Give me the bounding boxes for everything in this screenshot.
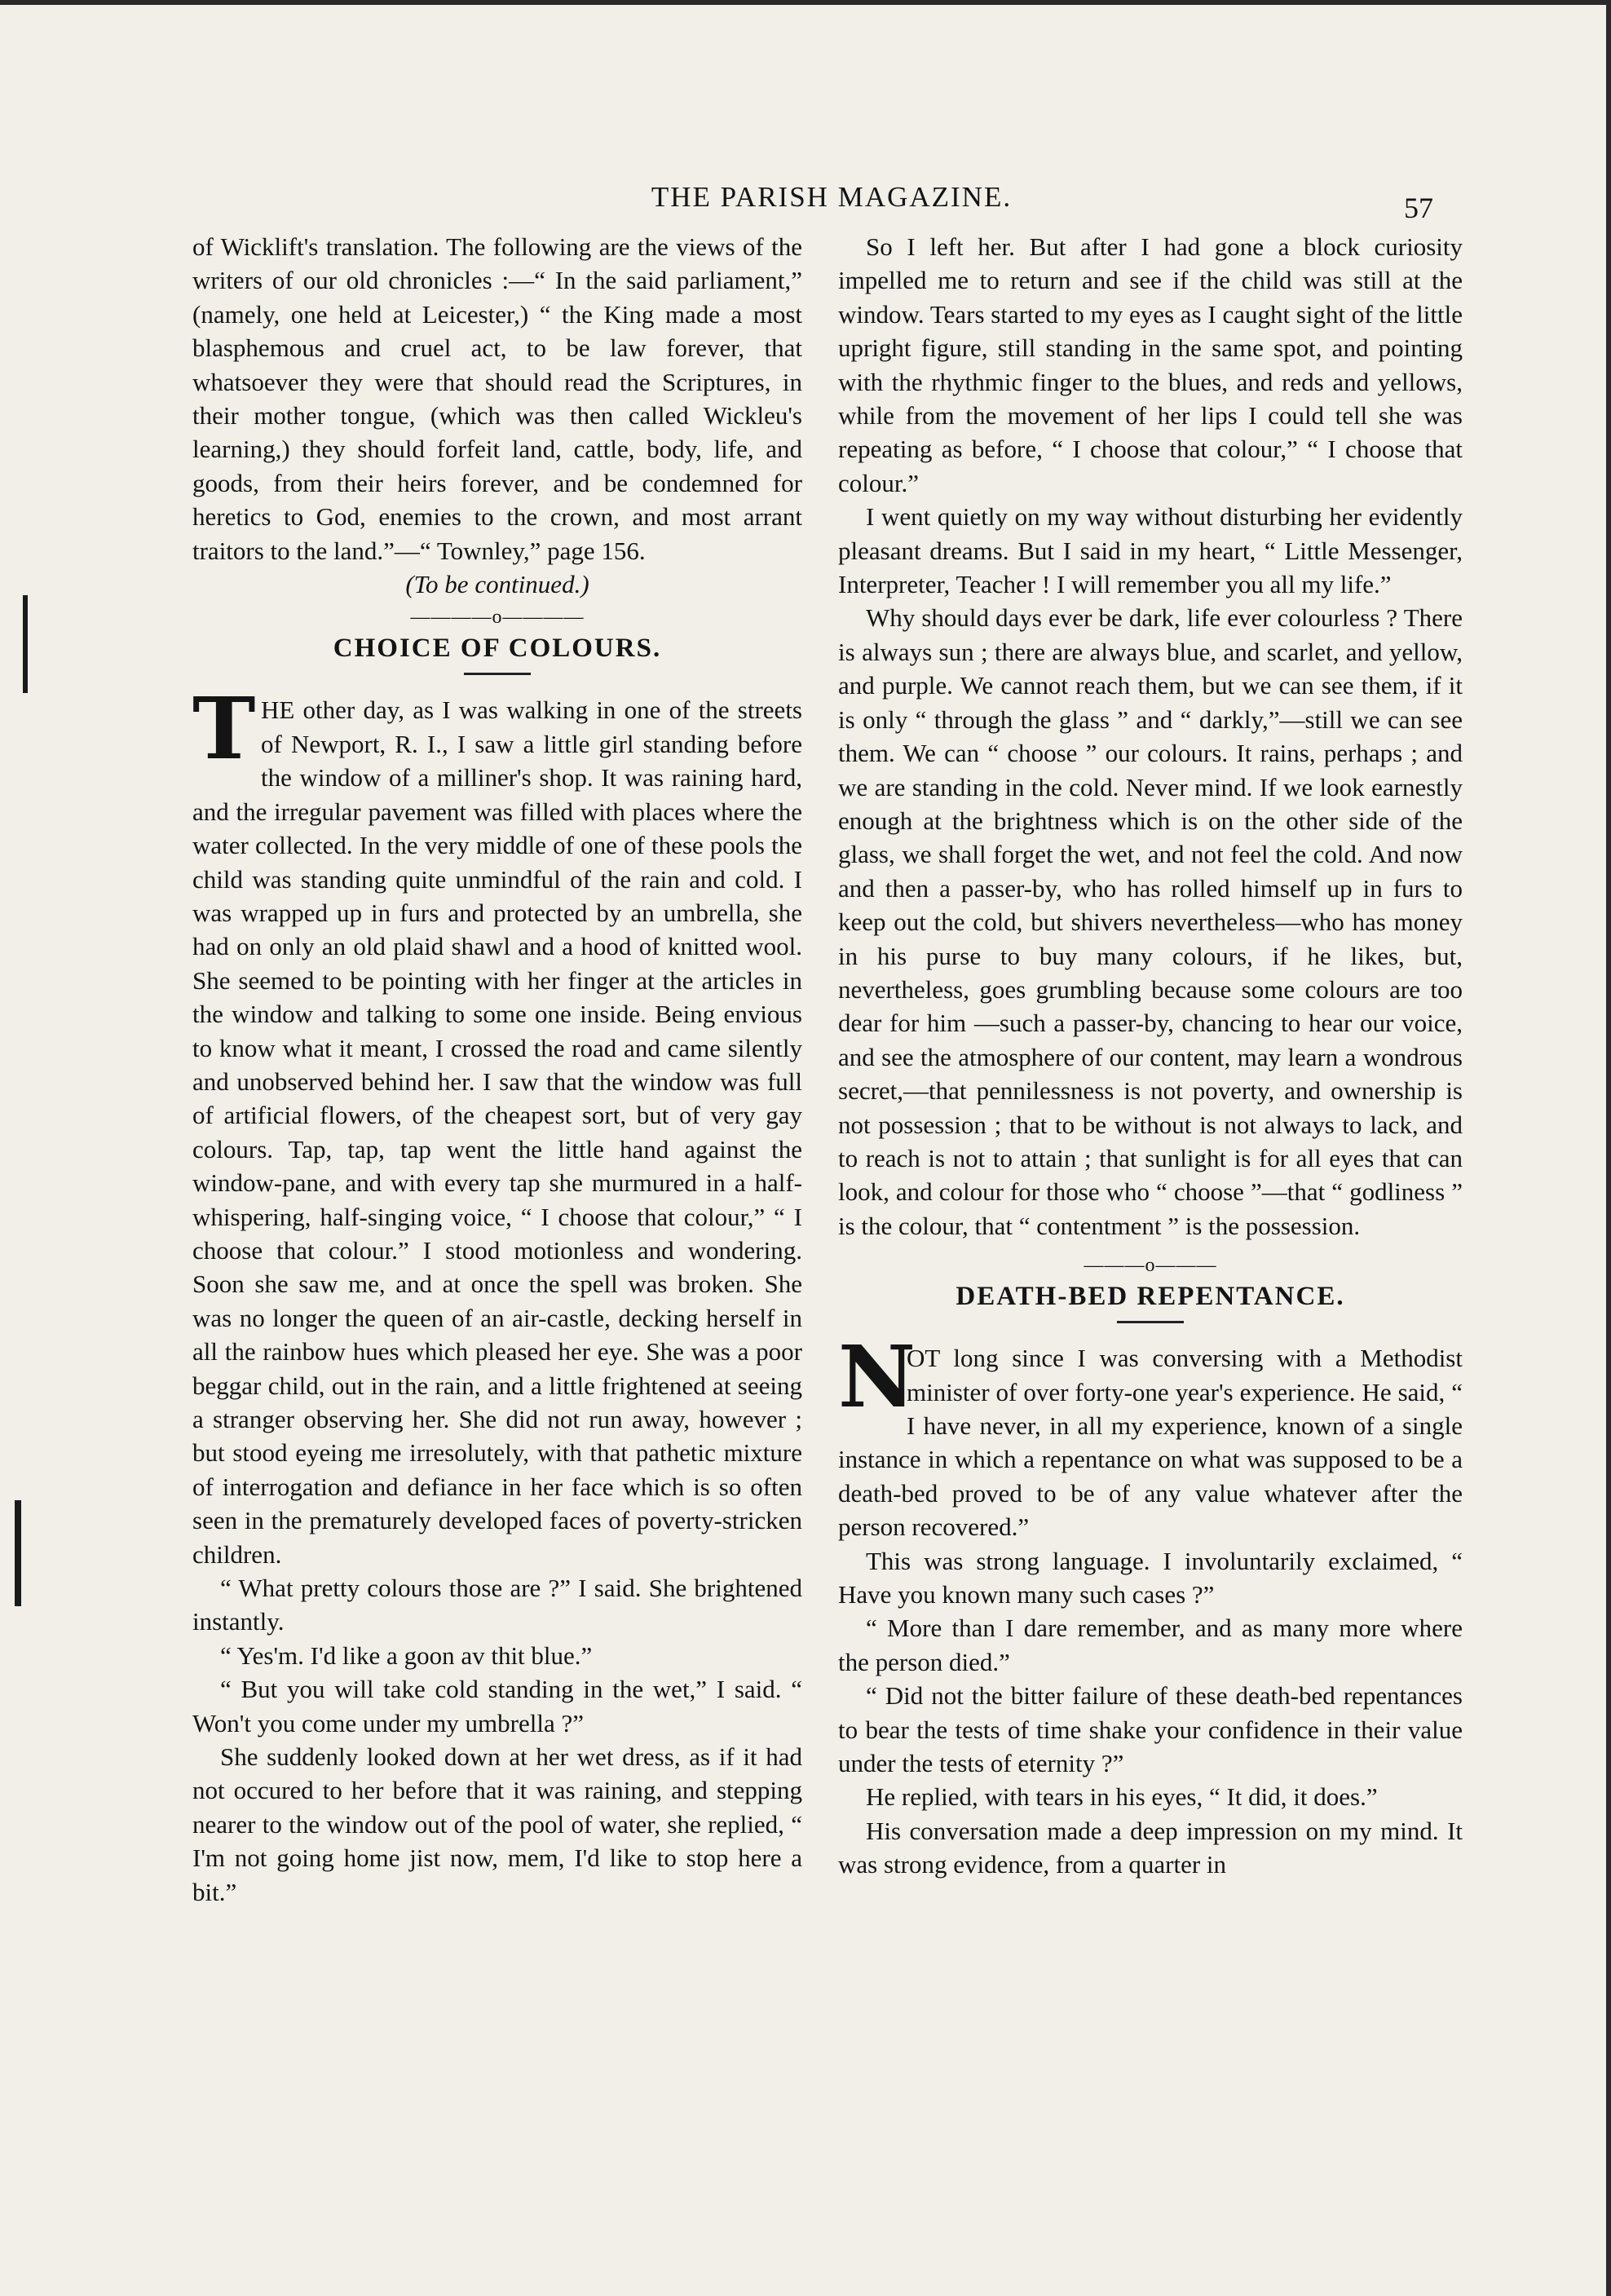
article-paragraph: “ More than I dare remember, and as many more where the person died.” — [838, 1614, 1463, 1676]
article-paragraph: “ What pretty colours those are ?” I said. She brightened instantly. — [192, 1574, 802, 1636]
paragraph-text: HE other day, as I was walking in one of the streets of Newport, R. I., I saw a little girl standing before the window of a milliner's shop. It was raining hard, and the irregular pavement was filled with places where the water collected. In the very middle of one of these pools the child was standing quite unmindful of the rain and cold. I was wrapped up in furs and protected by an umbrella, she had on only an old plaid shawl and a hood of knitted wool. She seemed to be pointing with her finger at the articles in the window and talking to some one inside. Being envious to know what it meant, I crossed the road and came silently and unobserved behind her. I saw that the window was full of artificial flowers, of the cheapest sort, but of very gay colours. Tap, tap, tap went the little hand against the window-pane, and with every tap she murmured in a half-whispering, half-singing voice, “ I choose that colour,” “ I choose that colour.” I stood motionless and wondering. Soon she saw me, and at once the spell was broken. She was no longer the queen of an air-castle, decking herself in all the rainbow hues which pleased her eye. She was a poor beggar child, out in the rain, and a little frightened at seeing a stranger observing her. She did not run away, however ; but stood eyeing me irresolutely, with that pathetic mixture of interrogation and defiance in her face which is so often seen in the prematurely developed faces of poverty-stricken children. — [192, 695, 802, 1569]
continued-paragraph: of Wicklift's translation. The following are the views of the writers of our old chronicles :—“ In the said parliament,” (namely, one held at Leicester,) “ the King made a most blasphemous and cruel act, to be law forever, that whatsoever they were that should read the Scriptures, in their mother tongue, (which was then called Wickleu's learning,) they should forfeit land, cattle, body, life, and goods, from their heirs forever, and be condemned for heretics to God, enemies to the crown, and most arrant traitors to the land.”—“ Townley,” page 156. — [192, 232, 802, 565]
left-column — [192, 230, 802, 1909]
article-paragraph — [838, 1327, 1463, 1543]
section-divider: ———o——— — [1084, 1255, 1217, 1277]
margin-mark-upper — [23, 595, 28, 693]
running-head — [0, 181, 1611, 222]
article-paragraph: His conversation made a deep impression on my mind. It was strong evidence, from a quarter in — [838, 1816, 1463, 1879]
article-paragraph: “ Did not the bitter failure of these death-bed repentances to bear the tests of time shake your confidence in their value under the tests of eternity ?” — [838, 1681, 1463, 1778]
margin-mark-lower — [15, 1500, 21, 1606]
title-rule — [464, 673, 531, 675]
page-edge-right — [1606, 0, 1611, 2296]
article-paragraph: He replied, with tears in his eyes, “ It did, it does.” — [866, 1782, 1378, 1812]
running-title: THE PARISH MAGAZINE. — [651, 181, 1013, 213]
article-paragraph: So I left her. But after I had gone a block curiosity impelled me to return and see if the child was still at the window. Tears started to my eyes as I caught sight of the little upright figure, still standing in the same spot, and pointing with the rhythmic finger to the blues, and reds and yellows, while from the movement of her lips I could tell she was repeating as before, “ I choose that colour,” “ I choose that colour.” — [838, 232, 1463, 497]
article-paragraph: She suddenly looked down at her wet dress, as if it had not occured to her before that it was raining, and stepping nearer to the window out of the pool of water, she replied, “ I'm not going home jist now, mem, I'd like to stop here a bit.” — [192, 1742, 802, 1906]
right-column — [838, 230, 1463, 1882]
to-be-continued-note: (To be continued.) — [405, 570, 589, 599]
page-edge-top — [0, 0, 1611, 5]
article-paragraph: “ Yes'm. I'd like a goon av thit blue.” — [220, 1640, 593, 1670]
drop-cap: N — [838, 1327, 916, 1428]
section-title-choice-of-colours: CHOICE OF COLOURS. — [333, 634, 662, 664]
article-paragraph: Why should days ever be dark, life ever colourless ? There is always sun ; there are always blue, and scarlet, and yellow, and purple. We cannot reach them, but we can see them, if it is only “ through the glass ” and “ darkly,”—still we can see them. We can “ choose ” our colours. It rains, perhaps ; and we are standing in the cold. Never mind. If we look earnestly enough at the brightness which is on the other side of the glass, we shall forget the wet, and not feel the cold. And now and then a passer-by, who has rolled himself up in furs to keep out the cold, but shivers nevertheless—who has money in his purse to buy many colours, if he likes, but, nevertheless, goes grumbling because some colours are too dear for him —such a passer-by, chancing to hear our voice, and see the atmosphere of our content, may learn a wondrous secret,—that pennilessness is not poverty, and ownership is not possession ; that to be without is not always to lack, and to reach is not to attain ; that sunlight is for all eyes that can look, and colour for those who “ choose ”—that “ godliness ” is the colour, that “ contentment ” is the possession. — [838, 603, 1463, 1240]
section-title-death-bed-repentance: DEATH-BED REPENTANCE. — [956, 1282, 1345, 1312]
article-paragraph: This was strong language. I involuntarily exclaimed, “ Have you known many such cases ?” — [838, 1546, 1463, 1609]
title-rule — [1117, 1321, 1184, 1323]
article-paragraph: “ But you will take cold standing in the wet,” I said. “ Won't you come under my umbrella ?” — [192, 1675, 802, 1737]
article-paragraph: I went quietly on my way without disturbing her evidently pleasant dreams. But I said in my heart, “ Little Messenger, Interpreter, Teacher ! I will remember you all my life.” — [838, 502, 1463, 599]
article-paragraph — [192, 678, 802, 1571]
page-number: 57 — [1404, 192, 1433, 224]
paragraph-text: OT long since I was conversing with a Methodist minister of over forty-one year's experience. He said, “ I have never, in all my experience, known of a single instance in which a repentance on what was supposed to be a death-bed proved to be of any value whatever after the person recovered.” — [838, 1344, 1463, 1542]
drop-cap: T — [192, 678, 256, 779]
section-divider: ————o———— — [410, 607, 585, 629]
